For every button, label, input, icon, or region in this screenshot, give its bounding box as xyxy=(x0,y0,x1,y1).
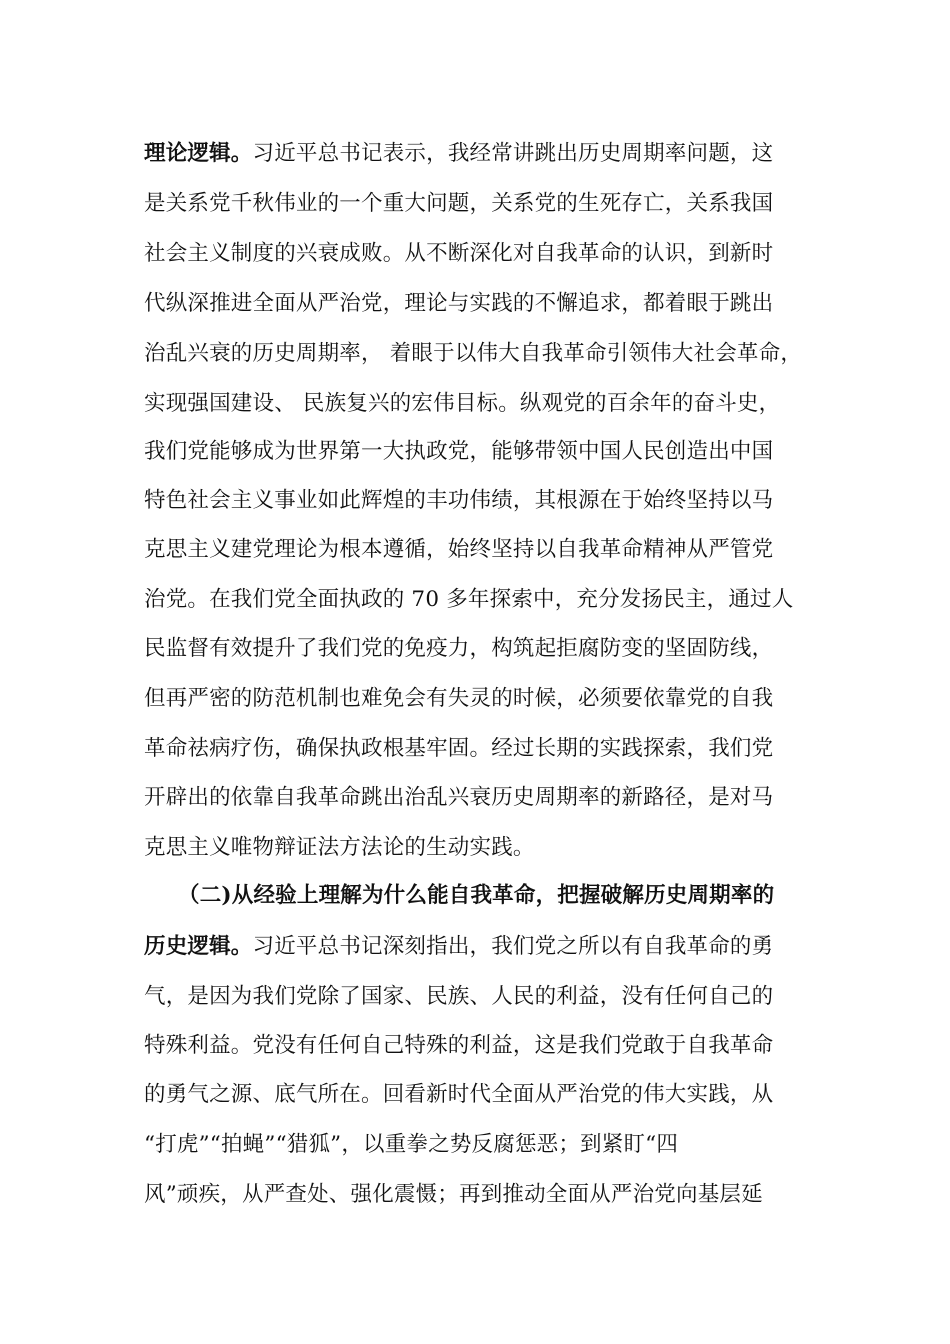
text-run: 治党。在我们党全面执政的 70 多年探索中，充分发扬民主，通过人 xyxy=(144,587,794,612)
text-line xyxy=(144,1031,773,1061)
text-line xyxy=(144,389,780,419)
text-run: 社会主义制度的兴衰成败。从不断深化对自我革命的认识，到新时 xyxy=(144,241,774,266)
text-run: “打虎”“拍蝇”“猎狐”，以重拳之势反腐惩恶；到紧盯“四 xyxy=(144,1132,679,1157)
text-line xyxy=(144,289,773,319)
text-line xyxy=(144,139,773,169)
text-run: 特殊利益。党没有任何自己特殊的利益，这是我们党敢于自我革命 xyxy=(144,1033,774,1058)
text-run: 克思主义建党理论为根本遵循，始终坚持以自我革命精神从严管党 xyxy=(144,537,774,562)
text-line xyxy=(144,585,793,615)
text-line xyxy=(144,339,802,369)
text-run: 克思主义唯物辩证法方法论的生动实践。 xyxy=(144,835,535,860)
text-run: 习近平总书记表示，我经常讲跳出历史周期率问题，这 xyxy=(252,141,774,166)
text-run: 风”顽疾，从严查处、强化震慑；再到推动全面从严治党向基层延 xyxy=(144,1182,763,1207)
text-run: 治乱兴衰的历史周期率， 着眼于以伟大自我革命引领伟大社会革命， xyxy=(144,341,803,366)
text-line xyxy=(144,437,773,467)
text-line xyxy=(144,486,773,516)
text-line xyxy=(144,982,773,1012)
text-line xyxy=(144,1180,763,1210)
section-heading-line xyxy=(178,881,774,911)
text-run: 实现强国建设、 民族复兴的宏伟目标。纵观党的百余年的奋斗史， xyxy=(144,391,781,416)
bold-run: 历史逻辑。 xyxy=(144,934,253,959)
text-line xyxy=(144,734,773,764)
text-line xyxy=(144,634,773,664)
text-run: 但再严密的防范机制也难免会有失灵的时候，必须要依靠党的自我 xyxy=(144,686,774,711)
bold-run: 理论逻辑。 xyxy=(144,141,253,166)
text-run: 代纵深推进全面从严治党，理论与实践的不懈追求，都着眼于跳出 xyxy=(144,291,774,316)
bold-run: （二)从经验上理解为什么能自我革命，把握破解历史周期率的 xyxy=(178,883,775,908)
text-run: 开辟出的依靠自我革命跳出治乱兴衰历史周期率的新路径，是对马 xyxy=(144,785,774,810)
text-line xyxy=(144,535,773,565)
text-line xyxy=(144,1080,773,1110)
text-line xyxy=(144,783,773,813)
text-line xyxy=(144,932,773,962)
text-line xyxy=(144,239,773,269)
text-run: 是关系党千秋伟业的一个重大问题，关系党的生死存亡，关系我国 xyxy=(144,191,774,216)
text-run: 的勇气之源、底气所在。回看新时代全面从严治党的伟大实践，从 xyxy=(144,1082,774,1107)
text-run: 特色社会主义事业如此辉煌的丰功伟绩，其根源在于始终坚持以马 xyxy=(144,488,774,513)
text-line xyxy=(144,189,773,219)
text-run: 革命祛病疗伤，确保执政根基牢固。经过长期的实践探索，我们党 xyxy=(144,736,774,761)
text-run: 民监督有效提升了我们党的免疫力，构筑起拒腐防变的坚固防线， xyxy=(144,636,774,661)
text-line xyxy=(144,1130,678,1160)
text-run: 习近平总书记深刻指出，我们党之所以有自我革命的勇 xyxy=(252,934,774,959)
text-run: 我们党能够成为世界第一大执政党，能够带领中国人民创造出中国 xyxy=(144,439,774,464)
text-run: 气，是因为我们党除了国家、民族、人民的利益，没有任何自己的 xyxy=(144,984,774,1009)
text-line xyxy=(144,684,773,714)
text-line xyxy=(144,833,535,863)
